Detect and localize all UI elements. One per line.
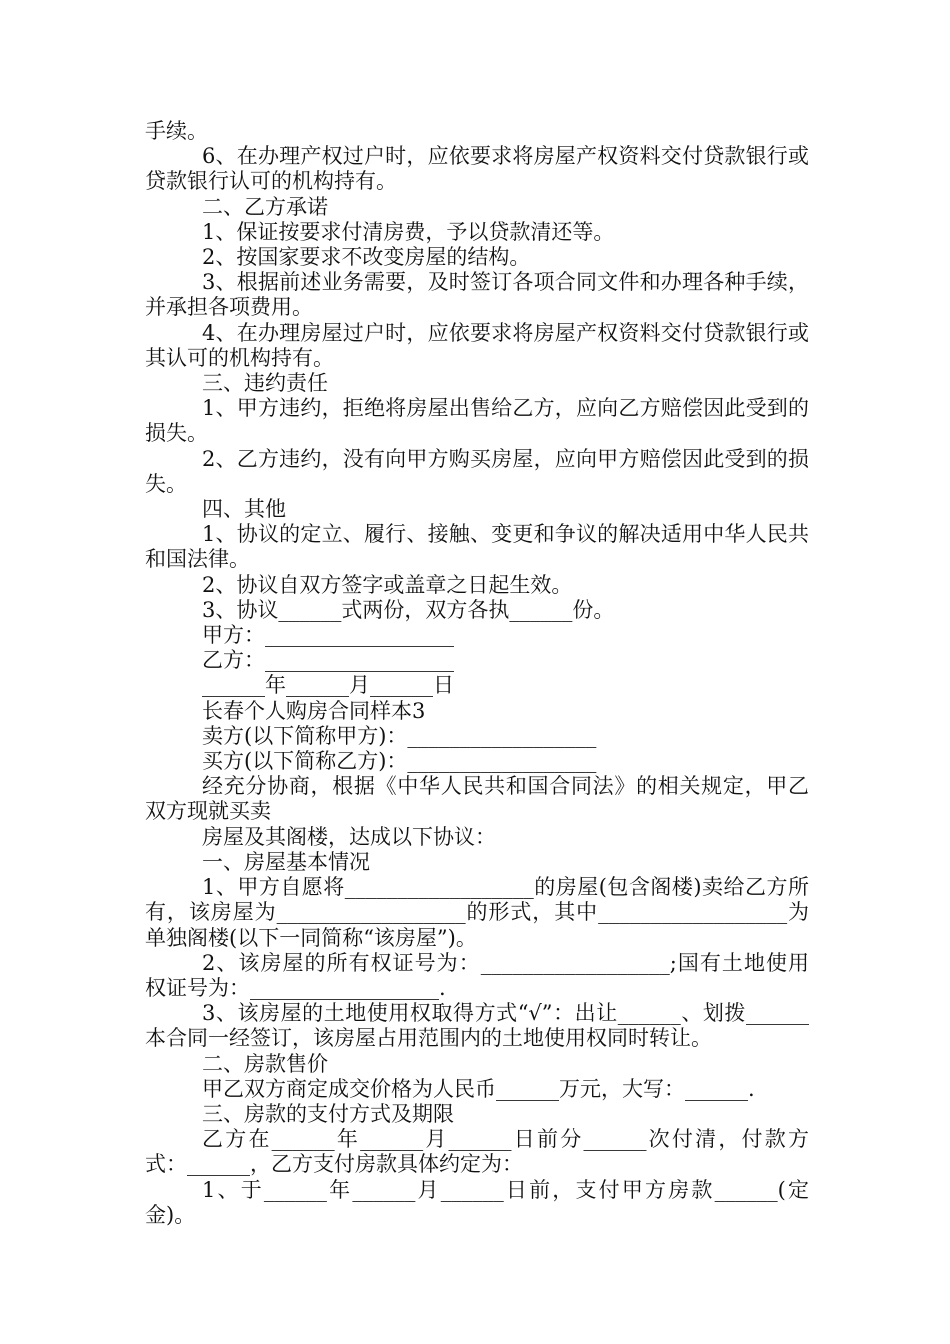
section-heading-other: 四、其他 — [202, 497, 286, 522]
paragraph-house-3: 3、该房屋的土地使用权取得方式“√”：出让______、划拨______本合同一经签订，该房屋占用范围内的土地使用权同时转让。 — [145, 1001, 809, 1051]
paragraph-payment: 乙方在______年______月______日前分______次付清，付款方式：______，乙方支付房款具体约定为： — [145, 1127, 809, 1177]
paragraph-breach-1: 1、甲方违约，拒绝将房屋出售给乙方，应向乙方赔偿因此受到的损失。 — [145, 396, 809, 446]
paragraph-continuation: 手续。 — [145, 119, 208, 143]
paragraph-other-2: 2、协议自双方签字或盖章之日起生效。 — [202, 572, 573, 597]
section-heading-price: 二、房款售价 — [202, 1051, 328, 1076]
signature-party-a: 甲方：__________________ — [202, 623, 454, 648]
paragraph-commitment-1: 1、保证按要求付清房费，予以贷款清还等。 — [202, 219, 615, 244]
paragraph-house-2: 2、该房屋的所有权证号为：__________________;国有土地使用权证号为：__________________. — [145, 950, 809, 1000]
paragraph-other-3: 3、协议______式两份，双方各执______份。 — [202, 597, 615, 622]
paragraph-commitment-3: 3、根据前述业务需要，及时签订各项合同文件和办理各种手续，并承担各项费用。 — [145, 270, 809, 320]
paragraph-house-1: 1、甲方自愿将__________________的房屋(包含阁楼)卖给乙方所有，该房屋为__________________的形式，其中__________________为单独阁楼(以下一同简称“该房屋”)。 — [145, 875, 809, 950]
seller-line: 卖方(以下简称甲方)：__________________ — [202, 723, 597, 748]
signature-date: ______年______月______日 — [202, 673, 454, 698]
section-heading-payment: 三、房款的支付方式及期限 — [202, 1101, 454, 1126]
paragraph-commitment-2: 2、按国家要求不改变房屋的结构。 — [202, 245, 531, 270]
buyer-line: 买方(以下简称乙方)：__________________ — [202, 749, 597, 774]
contract-title: 长春个人购房合同样本3 — [202, 698, 426, 723]
paragraph-breach-2: 2、乙方违约，没有向甲方购买房屋，应向甲方赔偿因此受到的损失。 — [145, 446, 809, 496]
paragraph-payment-1: 1、于______年______月______日前，支付甲方房款______(定金)。 — [145, 1177, 809, 1227]
document-body — [145, 119, 809, 1228]
section-heading-party-b-commitments: 二、乙方承诺 — [202, 194, 328, 219]
signature-party-b: 乙方：__________________ — [202, 648, 454, 673]
section-heading-house-basics: 一、房屋基本情况 — [202, 849, 370, 874]
paragraph-clause-6: 6、在办理产权过户时，应依要求将房屋产权资料交付贷款银行或贷款银行认可的机构持有。 — [145, 144, 809, 194]
paragraph-preamble: 经充分协商，根据《中华人民共和国合同法》的相关规定，甲乙双方现就买卖 — [145, 774, 809, 824]
section-heading-breach-liability: 三、违约责任 — [202, 371, 328, 396]
paragraph-price: 甲乙双方商定成交价格为人民币______万元，大写：______. — [202, 1076, 755, 1101]
paragraph-commitment-4: 4、在办理房屋过户时，应依要求将房屋产权资料交付贷款银行或其认可的机构持有。 — [145, 320, 809, 370]
paragraph-preamble-continued: 房屋及其阁楼，达成以下协议： — [202, 824, 496, 849]
paragraph-other-1: 1、协议的定立、履行、接触、变更和争议的解决适用中华人民共和国法律。 — [145, 522, 809, 572]
